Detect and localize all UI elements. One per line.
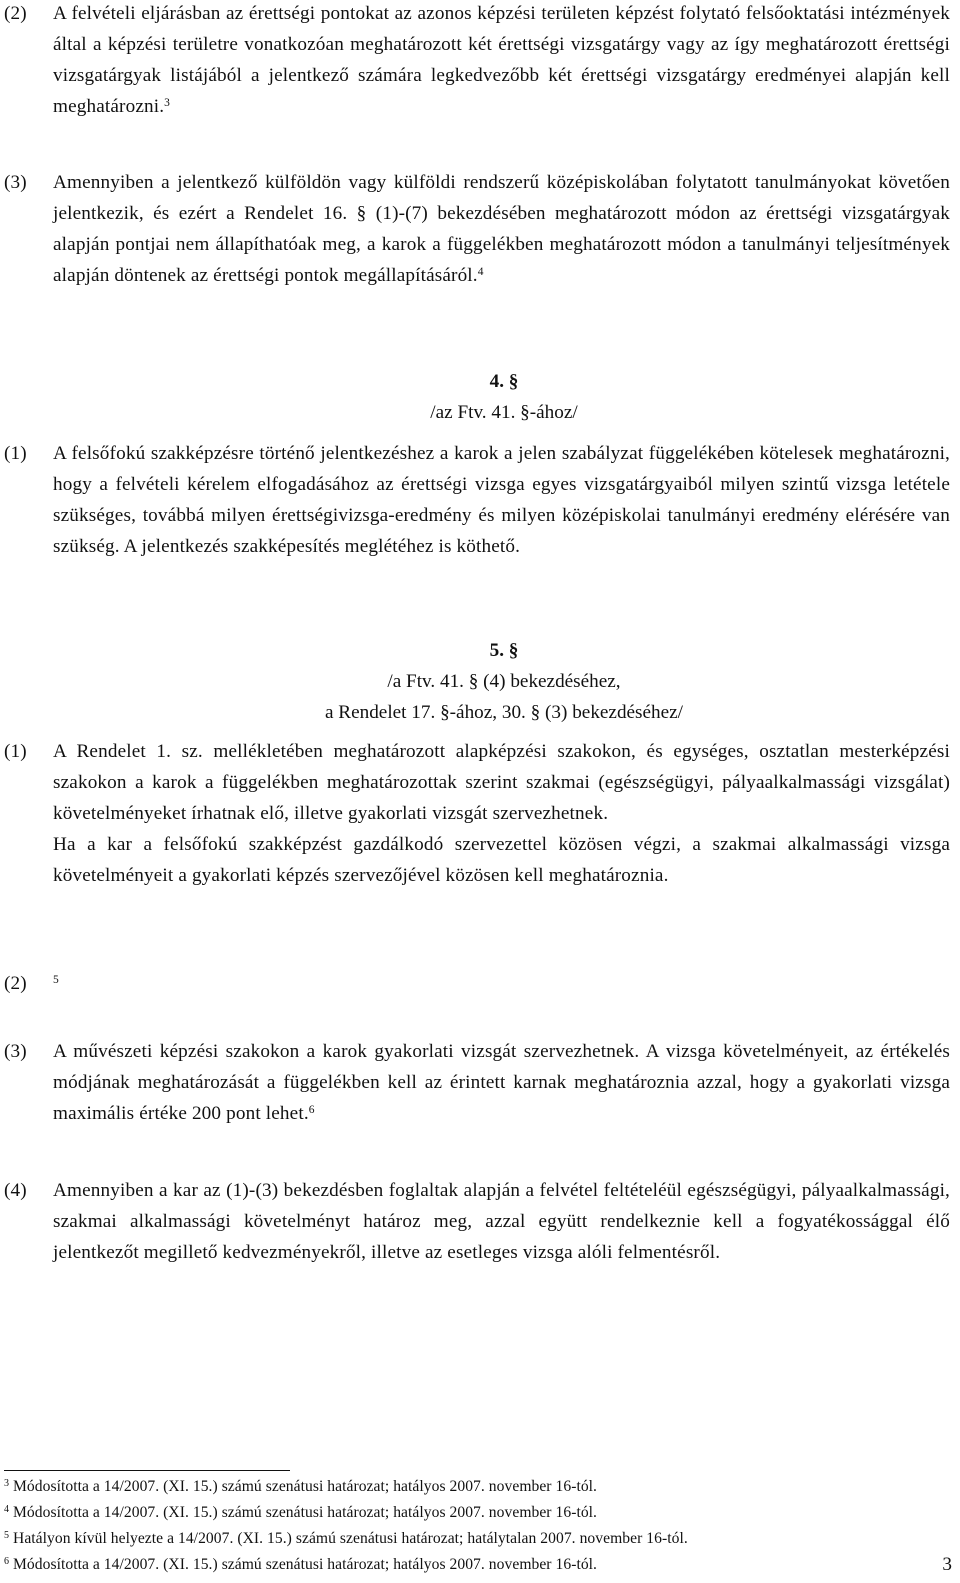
footnote-text: Hatályon kívül helyezte a 14/2007. (XI. 15.) számú szenátusi határozat; hatálytalan 2007. november 16-tól. bbox=[13, 1530, 688, 1547]
paragraph-text: Amennyiben a jelentkező külföldön vagy külföldi rendszerű középiskolában folytatott tanulmányokat követően jelentkezik, és ezért a Rendelet 16. § (1)-(7) bekezdésében meghatározott módon az érettségi vizsgatárgyak alapján pontjai nem állapíthatóak meg, a karok a függelékben meghatározott módon a tanulmányi teljesítmények alapján döntenek az érettségi pontok megállapításáról. bbox=[53, 172, 950, 286]
paragraph-number: (3) bbox=[4, 1041, 27, 1062]
paragraph-5-4 bbox=[4, 1175, 950, 1268]
footnote-separator bbox=[4, 1470, 290, 1471]
paragraph-5-2 bbox=[4, 968, 950, 999]
paragraph-3-2 bbox=[4, 0, 950, 122]
section-reference: /a Ftv. 41. § (4) bekezdéséhez, bbox=[387, 671, 621, 692]
section-number: 5. § bbox=[489, 640, 519, 661]
section-reference: a Rendelet 17. §-ához, 30. § (3) bekezdéséhez/ bbox=[324, 702, 683, 723]
paragraph-number: (1) bbox=[4, 443, 27, 464]
paragraph-4-1 bbox=[4, 438, 950, 562]
page-number: 3 bbox=[942, 1554, 952, 1575]
footnote-mark: 4 bbox=[4, 1504, 10, 1515]
footnote-ref-3[interactable]: 3 bbox=[164, 97, 171, 109]
paragraph-text: A felvételi eljárásban az érettségi pontokat az azonos képzési területen képzést folytató felsőoktatási intézmények által a képzési területre vonatkozóan meghatározott két érettségi vizsgatárgy vagy az így meghatározott érettségi vizsgatárgyak listájából a jelentkező számára legkedvezőbb két érettségi vizsgatárgy eredményei alapján kell meghatározni. bbox=[53, 3, 950, 117]
paragraph-number: (4) bbox=[4, 1180, 27, 1201]
section-number: 4. § bbox=[489, 371, 519, 392]
footnote-6 bbox=[4, 1552, 944, 1578]
footnote-5 bbox=[4, 1526, 944, 1552]
paragraph-text: A művészeti képzési szakokon a karok gyakorlati vizsgát szervezhetnek. A vizsga követelményeit, az értékelés módjának meghatározását a függelékben kell az érintett karnak meghatároznia azzal, hogy a gyakorlati vizsga maximális értéke 200 pont lehet. bbox=[53, 1041, 950, 1124]
footnote-text: Módosította a 14/2007. (XI. 15.) számú szenátusi határozat; hatályos 2007. november 16-tól. bbox=[13, 1504, 598, 1521]
paragraph-text: Amennyiben a kar az (1)-(3) bekezdésben foglaltak alapján a felvétel feltételéül egészségügyi, pályaalkalmassági, szakmai alkalmassági követelményt határoz meg, azzal együtt rendelkeznie kell a fogyatékossággal élő jelentkezőt megillető kedvezményekről, illetve az esetleges vizsga alóli felmentésről. bbox=[53, 1180, 950, 1263]
footnotes bbox=[4, 1474, 944, 1578]
footnote-3 bbox=[4, 1474, 944, 1500]
section-heading-4 bbox=[0, 366, 960, 428]
footnote-mark: 3 bbox=[4, 1478, 10, 1489]
footnote-ref-4[interactable]: 4 bbox=[477, 266, 484, 278]
section-reference: /az Ftv. 41. §-ához/ bbox=[430, 402, 578, 423]
paragraph-number: (1) bbox=[4, 741, 27, 762]
paragraph-3-3 bbox=[4, 167, 950, 291]
footnote-ref-6[interactable]: 6 bbox=[308, 1104, 315, 1116]
footnote-mark: 5 bbox=[4, 1530, 10, 1541]
footnote-text: Módosította a 14/2007. (XI. 15.) számú szenátusi határozat; hatályos 2007. november 16-tól. bbox=[13, 1478, 598, 1495]
paragraph-number: (3) bbox=[4, 172, 27, 193]
footnote-4 bbox=[4, 1500, 944, 1526]
footnote-text: Módosította a 14/2007. (XI. 15.) számú szenátusi határozat; hatályos 2007. november 16-tól. bbox=[13, 1556, 598, 1573]
paragraph-text: A Rendelet 1. sz. mellékletében meghatározott alapképzési szakokon, és egységes, osztatlan mesterképzési szakokon a karok a függelékben meghatározottak szerint szakmai (egészségügyi, pályaalkalmassági vizsgálat) követelményeket írhatnak elő, illetve gyakorlati vizsgát szervezhetnek. bbox=[53, 741, 950, 824]
footnote-mark: 6 bbox=[4, 1556, 10, 1567]
section-heading-5 bbox=[0, 635, 960, 728]
paragraph-text-continued: Ha a kar a felsőfokú szakképzést gazdálkodó szervezettel közösen végzi, a szakmai alkalmassági vizsga követelményeit a gyakorlati képzés szervezőjével közösen kell meghatároznia. bbox=[53, 834, 950, 886]
paragraph-number: (2) bbox=[4, 3, 27, 24]
paragraph-5-1 bbox=[4, 736, 950, 891]
paragraph-5-3 bbox=[4, 1036, 950, 1129]
paragraph-text: A felsőfokú szakképzésre történő jelentkezéshez a karok a jelen szabályzat függelékében kötelesek meghatározni, hogy a felvételi kérelem elfogadásához az érettségi vizsga egyes vizsgatárgyaiból milyen szintű vizsga letétele szükséges, továbbá milyen érettségivizsga-eredmény és milyen középiskolai tanulmányi eredmény elérésére van szükség. A jelentkezés szakképesítés meglétéhez is köthető. bbox=[53, 443, 950, 557]
footnote-ref-5[interactable]: 5 bbox=[53, 974, 59, 986]
paragraph-number: (2) bbox=[4, 973, 27, 994]
